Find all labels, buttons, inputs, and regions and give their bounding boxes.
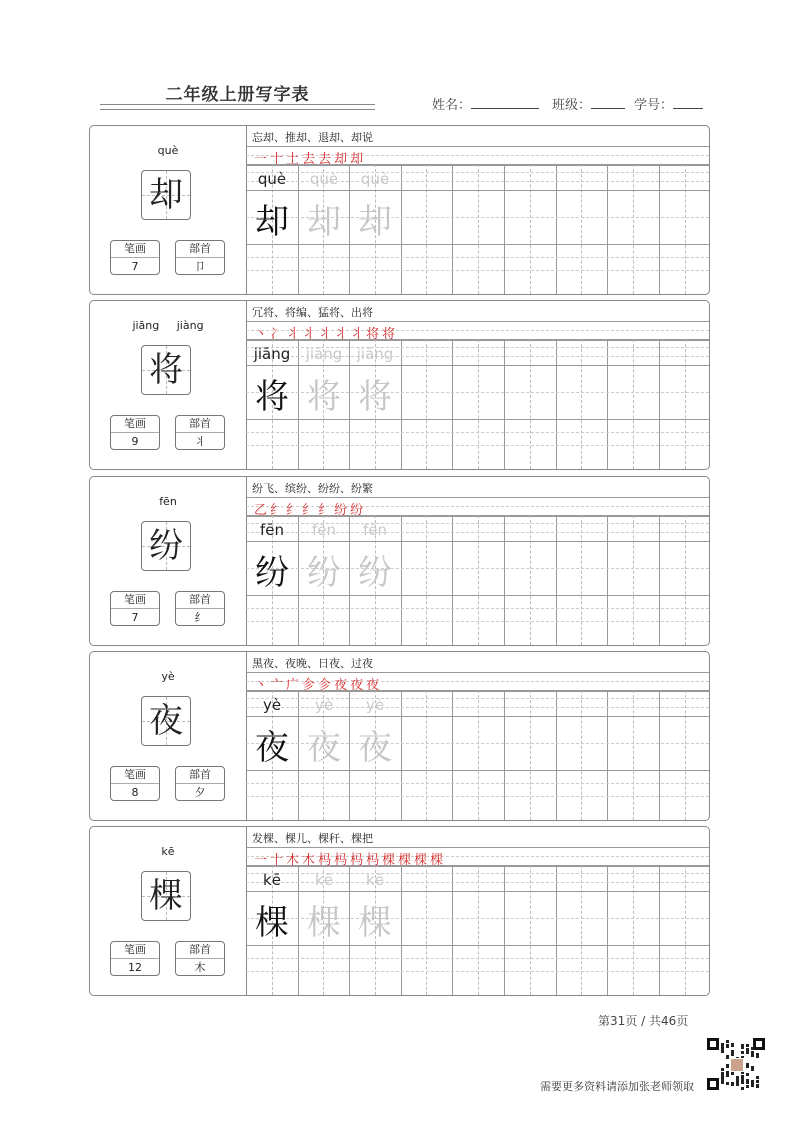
practice-grid: [246, 301, 709, 469]
grid-row-line: [246, 190, 709, 191]
character-trace: 将: [358, 377, 392, 417]
grid-column-line: [659, 515, 660, 645]
grid-column-line: [504, 515, 505, 645]
grid-center-line: [530, 339, 531, 469]
name-label: 姓名：: [432, 98, 472, 113]
pinyin-trace: kē: [315, 871, 333, 889]
grid-column-line: [452, 865, 453, 995]
grid-column-line: [659, 164, 660, 294]
qr-module: [741, 1081, 744, 1084]
pinyin-trace: jiāng: [356, 345, 394, 363]
pinyin-label: què: [157, 144, 179, 157]
radical-label: 部首: [176, 942, 224, 959]
character-box: [141, 345, 191, 395]
radical-label: 部首: [176, 592, 224, 609]
character: 却: [149, 175, 183, 215]
radical-value: 卩: [194, 260, 206, 273]
stroke-count-value: 9: [131, 435, 139, 448]
grid-center-line: [530, 515, 531, 645]
qr-module: [746, 1085, 749, 1088]
grid-column-line: [556, 164, 557, 294]
character-trace: 棵: [358, 903, 392, 943]
character-trace: 夜: [358, 728, 392, 768]
grid-column-line: [607, 690, 608, 820]
pinyin-label: yè: [161, 670, 175, 683]
stroke-step: 一: [254, 152, 271, 167]
qr-module: [736, 1080, 739, 1083]
grid-column-line: [659, 690, 660, 820]
qr-module: [721, 1068, 724, 1071]
promo-text: 需要更多资料请添加张老师领取: [540, 1080, 694, 1093]
pinyin-trace: què: [309, 170, 339, 188]
stroke-step: 㐱: [302, 678, 319, 693]
grid-center-line: [530, 690, 531, 820]
grid-center-line: [478, 690, 479, 820]
grid-row-line: [246, 783, 709, 784]
qr-module: [726, 1055, 729, 1058]
practice-grid: [246, 477, 709, 645]
character: 棵: [149, 876, 183, 916]
grid-column-line: [607, 339, 608, 469]
stroke-step: 棵: [398, 853, 415, 868]
stroke-step: 纟: [286, 503, 303, 518]
grid-center-line: [581, 865, 582, 995]
character-trace: 却: [358, 202, 392, 242]
qr-module: [721, 1080, 724, 1083]
grid-center-line: [633, 515, 634, 645]
stroke-step: 纟: [270, 503, 287, 518]
pinyin-trace: kē: [366, 871, 384, 889]
stroke-step: 夜: [366, 678, 383, 693]
grid-center-line: [581, 690, 582, 820]
example-words: 黑夜、夜晚、日夜、过夜: [252, 657, 373, 670]
character-card: [89, 125, 710, 295]
grid-column-line: [504, 690, 505, 820]
stroke-step: 将: [366, 327, 383, 342]
grid-row-line: [246, 257, 709, 258]
stroke-count-label: 笔画: [111, 592, 159, 609]
radical-label: 部首: [176, 241, 224, 258]
grid-column-line: [556, 865, 557, 995]
qr-module: [746, 1073, 749, 1076]
pinyin-label: kē: [161, 845, 175, 858]
qr-code-icon: [707, 1038, 765, 1090]
stroke-count-box: [110, 415, 160, 450]
stroke-count-box: [110, 766, 160, 801]
qr-module: [746, 1081, 749, 1084]
stroke-count-label: 笔画: [111, 767, 159, 784]
character-trace: 夜: [307, 728, 341, 768]
stroke-step: 纷: [350, 503, 367, 518]
grid-column-line: [607, 164, 608, 294]
grid-column-line: [659, 339, 660, 469]
grid-row-line: [246, 716, 709, 717]
radical-value: 纟: [194, 611, 206, 624]
grid-column-line: [556, 690, 557, 820]
grid-column-line: [401, 164, 402, 294]
radical-label: 部首: [176, 416, 224, 433]
character-info-panel: [90, 301, 247, 469]
grid-column-line: [452, 690, 453, 820]
qr-module: [746, 1051, 749, 1054]
character-info-panel: [90, 652, 247, 820]
number-label: 学号：: [634, 98, 674, 113]
stroke-step: 丬: [302, 327, 319, 342]
qr-logo-icon: [730, 1058, 744, 1072]
character-trace: 棵: [307, 903, 341, 943]
qr-module: [741, 1087, 744, 1090]
character-box: [141, 696, 191, 746]
grid-center-line: [581, 515, 582, 645]
stroke-count-box: [110, 240, 160, 275]
pinyin-model: kē: [263, 871, 281, 889]
stroke-step: 土: [286, 152, 303, 167]
stroke-step: 棵: [414, 853, 431, 868]
stroke-step: 十: [270, 152, 287, 167]
number-blank: [673, 96, 703, 109]
character-card: [89, 300, 710, 470]
qr-finder: [753, 1038, 765, 1050]
stroke-step: 棵: [430, 853, 447, 868]
stroke-step: 丶: [254, 678, 271, 693]
stroke-step: 㐱: [318, 678, 335, 693]
character: 纷: [149, 526, 183, 566]
grid-center-line: [478, 164, 479, 294]
stroke-step: 丬: [350, 327, 367, 342]
qr-module: [751, 1084, 754, 1087]
character-info-panel: [90, 827, 247, 995]
character-model: 夜: [255, 728, 289, 768]
qr-module: [756, 1053, 759, 1056]
stroke-count-value: 7: [131, 260, 139, 273]
grid-row-line: [246, 432, 709, 433]
qr-module: [721, 1050, 724, 1053]
example-words: 冗将、将编、猛将、出将: [252, 306, 373, 319]
pinyin-trace: fēn: [362, 521, 388, 539]
pinyin-trace: yè: [314, 696, 334, 714]
stroke-step: 棵: [382, 853, 399, 868]
character-model: 将: [255, 377, 289, 417]
pinyin-trace: què: [360, 170, 390, 188]
grid-center-line: [530, 865, 531, 995]
qr-finder: [707, 1078, 719, 1090]
number-field[interactable]: [634, 94, 703, 113]
qr-module: [751, 1054, 754, 1057]
pinyin-model: què: [257, 170, 287, 188]
character-trace: 却: [307, 202, 341, 242]
character: 将: [149, 350, 183, 390]
qr-module: [746, 1044, 749, 1047]
character-info-panel: [90, 477, 247, 645]
pinyin-model: fēn: [259, 521, 285, 539]
grid-column-line: [452, 515, 453, 645]
grid-column-line: [504, 865, 505, 995]
name-field[interactable]: [432, 94, 539, 113]
stroke-step: 却: [350, 152, 367, 167]
grid-column-line: [401, 865, 402, 995]
qr-module: [741, 1075, 744, 1078]
qr-module: [751, 1051, 754, 1054]
grid-center-line: [685, 515, 686, 645]
grid-column-line: [556, 339, 557, 469]
character-model: 却: [255, 202, 289, 242]
grid-center-line: [478, 865, 479, 995]
grid-row-line: [246, 339, 709, 340]
stroke-step: 木: [286, 853, 303, 868]
grid-center-line: [426, 164, 427, 294]
grid-center-line: [685, 690, 686, 820]
qr-module: [741, 1046, 744, 1049]
pinyin-trace: fēn: [311, 521, 337, 539]
class-label: 班级：: [552, 98, 592, 113]
radical-box: [175, 415, 225, 450]
grid-column-line: [504, 164, 505, 294]
stroke-step: 杩: [334, 853, 351, 868]
stroke-step: 丬: [318, 327, 335, 342]
radical-value: 丬: [194, 435, 206, 448]
grid-row-line: [246, 608, 709, 609]
pinyin-label: fēn: [159, 495, 177, 508]
grid-center-line: [685, 164, 686, 294]
grid-column-line: [401, 515, 402, 645]
stroke-order-row: [246, 672, 709, 692]
grid-center-line: [478, 515, 479, 645]
grid-column-line: [401, 690, 402, 820]
grid-center-line: [633, 164, 634, 294]
qr-module: [726, 1044, 729, 1047]
character-trace: 纷: [307, 553, 341, 593]
character-trace: 将: [307, 377, 341, 417]
stroke-step: 将: [382, 327, 399, 342]
stroke-step: 却: [334, 152, 351, 167]
qr-module: [726, 1040, 729, 1043]
grid-column-line: [452, 164, 453, 294]
grid-row-line: [246, 445, 709, 446]
stroke-count-box: [110, 591, 160, 626]
grid-center-line: [581, 339, 582, 469]
stroke-step: 杩: [366, 853, 383, 868]
qr-module: [756, 1080, 759, 1083]
grid-row-line: [246, 541, 709, 542]
grid-row-line: [246, 891, 709, 892]
stroke-step: 丶: [254, 327, 271, 342]
radical-box: [175, 591, 225, 626]
grid-center-line: [530, 164, 531, 294]
stroke-step: 纟: [302, 503, 319, 518]
character-box: [141, 871, 191, 921]
qr-module: [726, 1064, 729, 1067]
stroke-step: 一: [254, 853, 271, 868]
stroke-count-value: 8: [131, 786, 139, 799]
stroke-order-row: [246, 146, 709, 166]
stroke-count-label: 笔画: [111, 942, 159, 959]
stroke-step: 冫: [270, 327, 287, 342]
grid-center-line: [581, 164, 582, 294]
character-model: 纷: [255, 553, 289, 593]
qr-module: [721, 1043, 724, 1046]
example-words: 纷飞、缤纷、纷纷、纷繁: [252, 482, 373, 495]
grid-center-line: [426, 865, 427, 995]
character-card: [89, 476, 710, 646]
practice-grid: [246, 827, 709, 995]
qr-module: [731, 1053, 734, 1056]
character-card: [89, 826, 710, 996]
stroke-count-value: 12: [128, 961, 142, 974]
stroke-step: 十: [270, 853, 287, 868]
stroke-step: 杩: [318, 853, 335, 868]
stroke-step: 纷: [334, 503, 351, 518]
grid-center-line: [478, 339, 479, 469]
grid-row-line: [246, 865, 709, 866]
grid-row-line: [246, 958, 709, 959]
class-field[interactable]: [552, 94, 625, 113]
grid-center-line: [685, 339, 686, 469]
name-blank: [471, 96, 539, 109]
qr-module: [751, 1068, 754, 1071]
grid-row-line: [246, 621, 709, 622]
stroke-count-value: 7: [131, 611, 139, 624]
character: 夜: [149, 701, 183, 741]
qr-module: [746, 1063, 749, 1066]
stroke-order-row: [246, 847, 709, 867]
stroke-step: 夜: [334, 678, 351, 693]
qr-module: [741, 1051, 744, 1054]
grid-row-line: [246, 270, 709, 271]
stroke-step: 杩: [350, 853, 367, 868]
stroke-step: 乙: [254, 503, 271, 518]
grid-row-line: [246, 971, 709, 972]
grid-column-line: [556, 515, 557, 645]
qr-module: [726, 1074, 729, 1077]
qr-module: [756, 1084, 759, 1087]
pinyin-trace: yè: [365, 696, 385, 714]
example-words: 忘却、推却、退却、却说: [252, 131, 373, 144]
stroke-count-box: [110, 941, 160, 976]
grid-column-line: [452, 339, 453, 469]
stroke-step: 去: [302, 152, 319, 167]
character-card: [89, 651, 710, 821]
grid-column-line: [659, 865, 660, 995]
class-blank: [591, 96, 625, 109]
pinyin-trace: jiāng: [305, 345, 343, 363]
grid-column-line: [607, 515, 608, 645]
qr-finder: [707, 1038, 719, 1050]
grid-row-line: [246, 796, 709, 797]
stroke-step: 木: [302, 853, 319, 868]
practice-grid: [246, 126, 709, 294]
grid-center-line: [633, 690, 634, 820]
stroke-order-row: [246, 497, 709, 517]
title-underline: [100, 104, 375, 110]
grid-center-line: [426, 339, 427, 469]
grid-row-line: [246, 164, 709, 165]
stroke-step: 丬: [286, 327, 303, 342]
grid-row-line: [246, 365, 709, 366]
character-box: [141, 521, 191, 571]
pinyin-label: jiāng jiàng: [132, 319, 204, 332]
grid-row-line: [246, 690, 709, 691]
stroke-count-label: 笔画: [111, 416, 159, 433]
grid-column-line: [401, 339, 402, 469]
stroke-step: 夜: [350, 678, 367, 693]
radical-label: 部首: [176, 767, 224, 784]
qr-module: [721, 1076, 724, 1079]
qr-module: [731, 1082, 734, 1085]
page-title: 二年级上册写字表: [165, 85, 310, 105]
radical-box: [175, 766, 225, 801]
qr-module: [731, 1044, 734, 1047]
grid-center-line: [426, 515, 427, 645]
page-number: 第31页 / 共46页: [598, 1014, 689, 1028]
radical-value: 木: [194, 961, 206, 974]
grid-center-line: [685, 865, 686, 995]
radical-box: [175, 941, 225, 976]
character-info-panel: [90, 126, 247, 294]
grid-row-line: [246, 515, 709, 516]
character-model: 棵: [255, 903, 289, 943]
stroke-order-row: [246, 321, 709, 341]
example-words: 发棵、棵儿、棵秆、棵把: [252, 832, 373, 845]
character-box: [141, 170, 191, 220]
qr-module: [726, 1082, 729, 1085]
grid-center-line: [426, 690, 427, 820]
grid-center-line: [633, 339, 634, 469]
stroke-step: 去: [318, 152, 335, 167]
grid-center-line: [633, 865, 634, 995]
stroke-step: 亠: [270, 678, 287, 693]
character-trace: 纷: [358, 553, 392, 593]
qr-module: [756, 1076, 759, 1079]
radical-value: 夕: [194, 786, 206, 799]
grid-column-line: [504, 339, 505, 469]
stroke-step: 广: [286, 678, 303, 693]
pinyin-model: jiāng: [253, 345, 291, 363]
grid-column-line: [607, 865, 608, 995]
practice-grid: [246, 652, 709, 820]
stroke-step: 丬: [334, 327, 351, 342]
radical-box: [175, 240, 225, 275]
qr-module: [751, 1047, 754, 1050]
stroke-count-label: 笔画: [111, 241, 159, 258]
pinyin-model: yè: [262, 696, 282, 714]
stroke-step: 纟: [318, 503, 335, 518]
